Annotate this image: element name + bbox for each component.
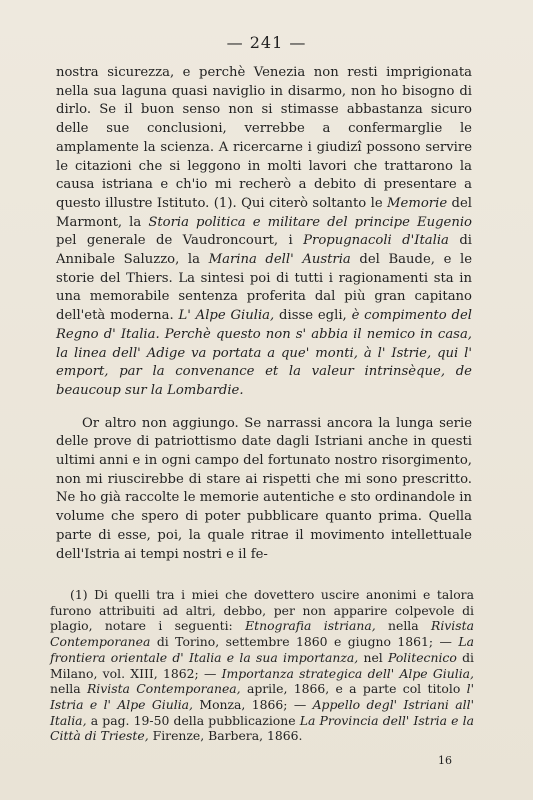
text-run: di Milano, vol. XIII, 1862; —	[50, 649, 474, 681]
italic-run: La Provincia dell' Istria e la Città di Trieste,	[50, 712, 475, 744]
italic-run: Rivista Contemporanea,	[86, 681, 241, 697]
italic-run: Politecnico	[388, 649, 457, 665]
italic-run: Rivista Contemporanea	[50, 618, 474, 650]
italic-run: L' Alpe Giulia,	[178, 308, 275, 324]
text-run: nella	[50, 681, 87, 697]
text-run: di Annibale Saluzzo, la	[56, 233, 472, 268]
text-run: di Torino, settembre 1860 e giugno 1861; —	[150, 634, 459, 650]
text-run: aprile, 1866, e a parte col titolo	[240, 681, 467, 697]
italic-run: Propugnacoli d'Italia	[303, 233, 449, 249]
main-text	[56, 64, 472, 564]
italic-run: Memorie	[387, 195, 448, 211]
printer-signature-mark: 16	[438, 754, 452, 767]
text-run: nella	[375, 618, 431, 634]
text-run: del Baude, e le storie del Thiers. La sintesi poi di tutti i ragionamenti sta in una memorabile sentenza proferita dal più gran capitano dell'età moderna.	[56, 252, 472, 324]
text-run: Firenze, Barbera, 1866.	[148, 728, 303, 744]
paragraph	[56, 415, 472, 565]
italic-run: La frontiera orientale d' Italia e la sua importanza,	[50, 634, 474, 665]
text-run: Or altro non aggiungo. Se narrassi ancora la lunga serie delle prove di patriottismo date dagli Istriani anche in questi ultimi anni e in ogni campo del fortunato nostro risorgimento, non mi riuscirebbe di stare ai rispetti che mi sono prescritto. Ne ho già raccolte le memorie autentiche e sto ordinandole in volume che spero di poter pubblicare quanto prima. Quella parte di esse, poi, la quale ritrae il movimento intellettuale dell'Istria ai tempi nostri e il fe-	[56, 415, 472, 562]
page-number: — 241 —	[226, 33, 307, 52]
text-run: nostra sicurezza, e perchè Venezia non resti imprigionata nella sua laguna quasi naviglio in disarmo, non ho bisogno di dirlo. Se il buon senso non si stimasse abbastanza sicuro delle sue conclusioni, verrebbe a confermarglie le amplamente la scienza. A ricercarne i giudizî possono servire le citazioni che si leggono in molti lavori che trattarono la causa istriana e ch'io mi recherò a debito di presentare a questo illustre Istituto. (1). Qui citerò soltanto le	[56, 65, 472, 211]
italic-run: Importanza strategica dell' Alpe Giulia,	[221, 665, 474, 681]
text-run: pel generale de Vaudroncourt, i	[56, 233, 304, 249]
footnote	[50, 587, 474, 744]
text-run: a pag. 19-50 della pubblicazione	[86, 712, 300, 728]
footnote-section	[50, 587, 474, 744]
italic-run: è compimento del Regno d' Italia. Perchè questo non s' abbia il nemico in casa, la linea dell' Adige va portata a que' monti, à l' Istrie, qui l' emport, par la convenance et la valeur intrinsèque, de beaucoup sur la Lombardie.	[56, 308, 473, 398]
italic-run: l' Istria e l' Alpe Giulia,	[50, 681, 474, 712]
text-run: (1) Di quelli tra i miei che dovettero uscire anonimi e talora furono attribuiti ad altri, debbo, per non apparire colpevole di plagio, notare i seguenti:	[50, 587, 474, 634]
text-run: del Marmont, la	[56, 195, 473, 230]
text-run: disse egli,	[274, 308, 352, 324]
text-run: Monza, 1866; —	[193, 696, 313, 712]
italic-run: Etnografia istriana,	[245, 618, 376, 634]
text-run: nel	[358, 649, 389, 665]
italic-run: Storia politica e militare del principe Eugenio	[148, 214, 472, 230]
paragraph	[56, 64, 472, 401]
italic-run: Appello degl' Istriani all' Italia,	[50, 696, 474, 728]
italic-run: Marina dell' Austria	[208, 252, 351, 268]
